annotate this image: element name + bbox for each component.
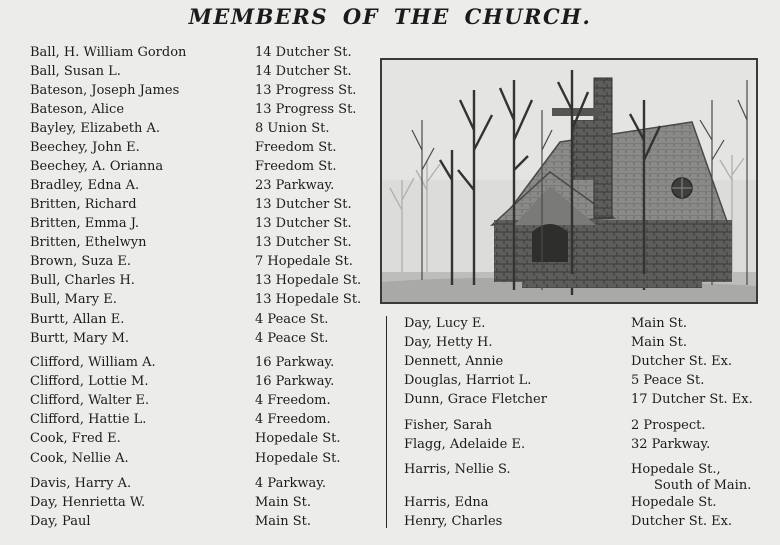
member-address-line2: South of Main. [654,478,752,493]
member-name: Burtt, Mary M. [30,331,130,346]
member-name: Flagg, Adelaide E. [404,437,526,452]
member-address: Freedom St. [255,159,337,174]
member-address: 16 Parkway. [255,355,335,370]
member-address: Main St. [255,495,311,510]
member-address: Hopedale St. [255,431,341,446]
member-name: Bayley, Elizabeth A. [30,121,161,136]
member-address: 14 Dutcher St. [255,64,352,79]
member-address: Dutcher St. Ex. [631,514,733,529]
member-address: 4 Peace St. [255,331,329,346]
member-address: Hopedale St. [255,451,341,466]
member-address: 13 Dutcher St. [255,197,352,212]
member-name: Britten, Richard [30,197,137,212]
member-address: Hopedale St. [631,495,717,510]
member-name: Beechey, John E. [30,140,140,155]
member-address: 16 Parkway. [255,374,335,389]
member-address: 17 Dutcher St. Ex. [631,392,753,407]
member-address: 4 Parkway. [255,476,327,491]
member-address: Hopedale St., [631,462,721,477]
member-name: Bateson, Alice [30,102,125,117]
member-address: 23 Parkway. [255,178,335,193]
member-address: 4 Freedom. [255,412,331,427]
member-name: Day, Hetty H. [404,335,493,350]
member-name: Bull, Mary E. [30,292,117,307]
member-name: Day, Lucy E. [404,316,486,331]
member-name: Fisher, Sarah [404,418,492,433]
member-name: Clifford, Lottie M. [30,374,149,389]
member-name: Burtt, Allan E. [30,312,125,327]
member-address: 32 Parkway. [631,437,711,452]
member-name: Brown, Suza E. [30,254,131,269]
member-address: 13 Dutcher St. [255,216,352,231]
member-name: Douglas, Harriot L. [404,373,532,388]
member-address: Main St. [631,335,687,350]
member-address: 14 Dutcher St. [255,45,352,60]
member-name: Henry, Charles [404,514,503,529]
member-address: 4 Freedom. [255,393,331,408]
member-name: Britten, Emma J. [30,216,140,231]
member-address: Main St. [631,316,687,331]
member-name: Harris, Edna [404,495,489,510]
member-name: Harris, Nellie S. [404,462,511,477]
member-name: Clifford, Hattie L. [30,412,147,427]
member-name: Davis, Harry A. [30,476,132,491]
member-name: Beechey, A. Orianna [30,159,164,174]
member-name: Dunn, Grace Fletcher [404,392,547,407]
member-name: Bradley, Edna A. [30,178,140,193]
member-address: 4 Peace St. [255,312,329,327]
member-name: Clifford, William A. [30,355,156,370]
member-name: Bateson, Joseph James [30,83,180,98]
member-address: Dutcher St. Ex. [631,354,733,369]
member-name: Day, Henrietta W. [30,495,146,510]
member-name: Day, Paul [30,514,91,529]
church-photograph [380,58,758,304]
member-name: Ball, H. William Gordon [30,45,187,60]
member-address: 13 Progress St. [255,83,357,98]
member-address: 7 Hopedale St. [255,254,353,269]
member-address: Main St. [255,514,311,529]
column-divider [386,316,387,528]
member-address: 13 Hopedale St. [255,273,362,288]
member-address: 2 Prospect. [631,418,706,433]
member-name: Dennett, Annie [404,354,504,369]
member-name: Cook, Fred E. [30,431,121,446]
member-name: Ball, Susan L. [30,64,121,79]
member-address: 13 Dutcher St. [255,235,352,250]
church-illustration [382,60,756,302]
member-name: Clifford, Walter E. [30,393,150,408]
member-address: 13 Hopedale St. [255,292,362,307]
member-name: Britten, Ethelwyn [30,235,147,250]
member-address: 8 Union St. [255,121,330,136]
page-title: MEMBERS OF THE CHURCH. [188,4,592,29]
member-address: 5 Peace St. [631,373,705,388]
member-address: 13 Progress St. [255,102,357,117]
member-name: Cook, Nellie A. [30,451,129,466]
member-name: Bull, Charles H. [30,273,135,288]
member-address: Freedom St. [255,140,337,155]
